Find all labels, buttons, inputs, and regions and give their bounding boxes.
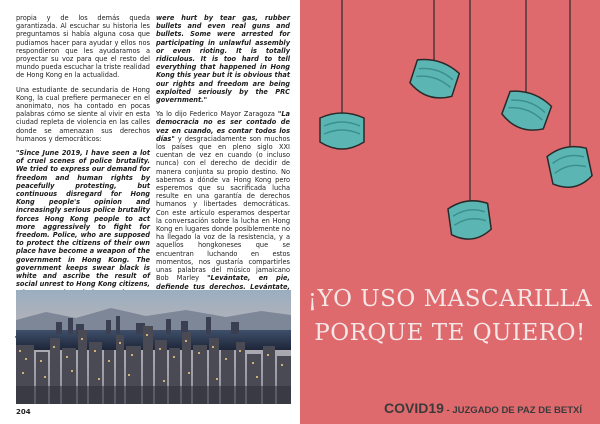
footer-sub: - JUZGADO DE PAZ DE BETXÍ [443,405,583,416]
hong-kong-skyline-photo [16,290,291,404]
paragraph-student: Una estudiante de secundaria de Hong Kong, la cual prefiere permanecer en el anonimato, nos ha contado en pocas palabras cómo se siente al vivir en esta ciudad repleta de violencia en las calles donde se amenazan sus derechos humanos y democráticos: [16,85,150,143]
headline [300,282,600,350]
paragraph-intro: propia y de los demás queda garantizada. Al escuchar su historia les preguntamos si había alguna cosa que pudiamos hacer para ayudar y ellos nos respondieron que les ayudaramos a proyectar su voz para que el resto del mundo pueda escuchar la triste realidad de Hong Kong en la actualidad. [16,14,150,80]
conclusion-text-b: y desgraciadamente son muchos los países que en pleno siglo XXI cuentan de vez en cuando (o incluso nunca) con el derecho de decidir de manera conjunta su propio destino. No sabemos a dónde va Hong Kong pero esperemos que su sacrificada lucha resulte en una garantía de derechos humanos y libertades democráticas. Con este artículo esperamos despertar la conversación sobre la lucha en Hong Kong en lugares donde posiblemente no ha llegado la voz de la resistencia, y a aquellos hongkoneses que se encuentran luchando en estos momentos, nos gustaría compartirles unas palabras del músico jamaicano Bob Marley [156,134,290,283]
headline-line-2: PORQUE TE QUIERO! [314,320,586,346]
marley-quote: "Levántate, en pie, defiende tus derechos. Levántate, [156,274,291,291]
face-mask-icon [546,143,593,190]
footer-credit [384,400,582,418]
hanging-masks-illustration [300,0,600,260]
face-mask-icon [447,198,492,241]
face-mask-icon [500,87,554,136]
face-mask-icon [408,55,461,103]
page-number: 204 [16,408,31,416]
right-page [300,0,600,424]
headline-line-1: ¡YO USO MASCARILLA [307,286,593,312]
mayor-quote: "La democracia no es ser contado de vez en cuando, es contar todos los días" [156,110,290,143]
footer-main: COVID19 [384,400,444,416]
conclusion-text-a: Ya lo dijo Federico Mayor Zaragoza [156,110,278,119]
paragraph-conclusion [156,110,290,299]
student-quote: "Since June 2019, I have seen a lot of cruel scenes of police brutality. We tried to express our demand for freedom and human rights by peacefully protesting, but continuous disregard for Hong Kong people's opinion and increasingly serious police brutality forces Hong Kong people to act more aggressively to fight for freedom. Police, who are supposed to protect the citizens of their own place have become a weapon of the government in Hong Kong. The government keeps swear black is white and ascribe the result of social unrest to Hong Kong citizens, [16,149,150,289]
student-quote-continued: were hurt by tear gas, rubber bullets and even real guns and bullets. Some were arrested for participating in unlawful assembly or even rioting. It is totally ridiculous. It is too hard to tell everything that happened in Hong Kong this year but it is obvious that our rights and freedom are being exploited seriously by the PRC government." [156,14,290,105]
text-column-2 [156,14,290,305]
face-mask-icon [320,113,364,149]
